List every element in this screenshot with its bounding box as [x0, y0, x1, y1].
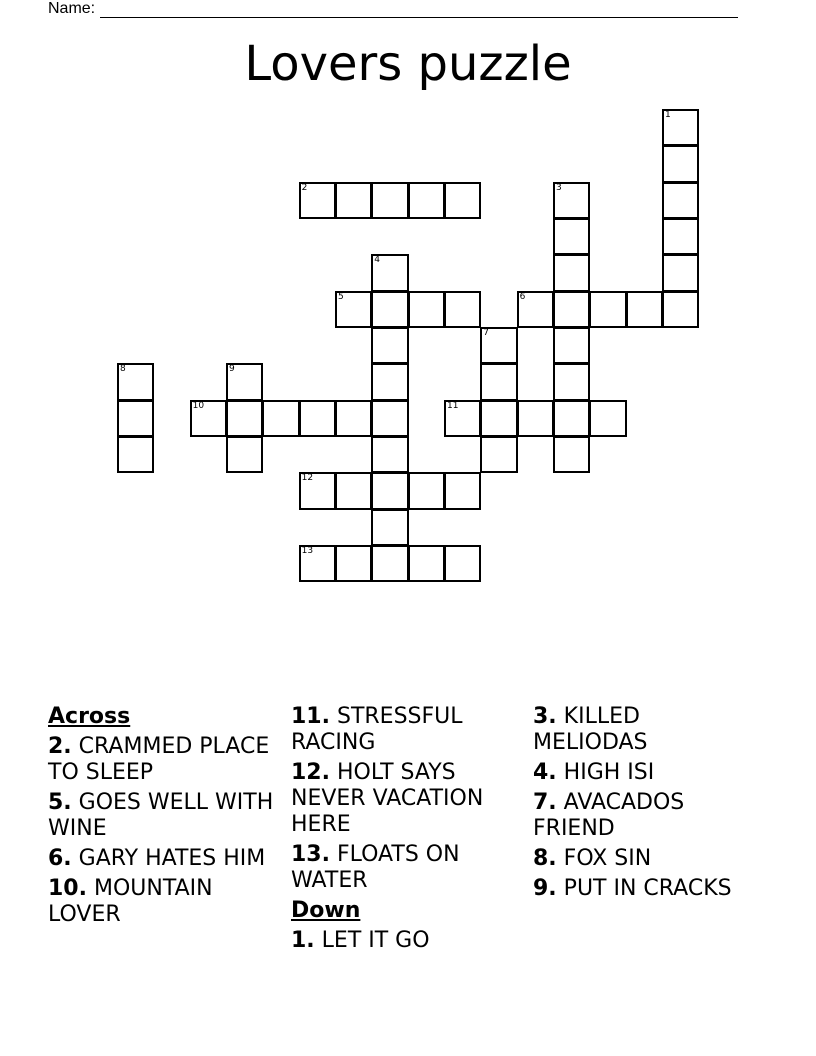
clue-number: 11	[446, 400, 459, 411]
grid-cell[interactable]	[371, 327, 408, 364]
grid-cell[interactable]	[517, 291, 554, 328]
grid-cell[interactable]	[589, 291, 626, 328]
clue-across-2: 2. CRAMMED PLACE TO SLEEP	[48, 734, 270, 785]
grid-cell[interactable]	[335, 291, 372, 328]
clue-number: 8	[120, 364, 126, 375]
grid-cell[interactable]	[371, 400, 408, 437]
grid-cell[interactable]	[553, 327, 590, 364]
grid-cell[interactable]	[371, 291, 408, 328]
puzzle-title: Lovers puzzle	[244, 36, 572, 92]
grid-cell[interactable]	[335, 472, 372, 509]
clue-number: 4	[374, 255, 381, 266]
clue-number: 13	[301, 545, 314, 556]
grid-cell[interactable]	[408, 291, 445, 328]
grid-cell[interactable]	[662, 254, 699, 291]
grid-cell[interactable]	[371, 363, 408, 400]
grid-cell[interactable]	[299, 400, 336, 437]
clue-across-11: 11. STRESSFUL RACING	[291, 704, 463, 755]
grid-cell[interactable]	[480, 400, 517, 437]
clue-down-3: 3. KILLED MELIODAS	[533, 704, 648, 755]
grid-cell[interactable]	[444, 545, 481, 582]
grid-cell[interactable]	[517, 400, 554, 437]
clue-number: 1	[664, 110, 671, 120]
grid-cell[interactable]	[662, 182, 699, 219]
grid-cell[interactable]	[371, 472, 408, 509]
grid-cell[interactable]	[299, 182, 336, 219]
grid-cell[interactable]	[480, 327, 517, 364]
grid-cell[interactable]	[662, 145, 699, 182]
grid-cell[interactable]	[480, 436, 517, 473]
clue-across-6: 6. GARY HATES HIM	[48, 846, 266, 871]
clue-across-10: 10. MOUNTAIN LOVER	[48, 876, 213, 927]
grid-cell[interactable]	[299, 545, 336, 582]
clue-down-4: 4. HIGH ISI	[533, 760, 655, 785]
grid-cell[interactable]	[444, 400, 481, 437]
grid-cell[interactable]	[335, 182, 372, 219]
clue-number: 12	[301, 473, 314, 484]
across-heading: Across	[48, 704, 131, 729]
grid-cell[interactable]	[371, 436, 408, 473]
grid-cell[interactable]	[553, 400, 590, 437]
grid-cell[interactable]	[335, 400, 372, 437]
clue-column-3	[533, 704, 743, 906]
grid-cell[interactable]	[662, 291, 699, 328]
clue-number: 3	[555, 182, 562, 193]
grid-cell[interactable]	[408, 182, 445, 219]
grid-cell[interactable]	[190, 400, 227, 437]
grid-cell[interactable]	[226, 363, 263, 400]
grid-cell[interactable]	[371, 254, 408, 291]
clue-number: 10	[192, 400, 205, 411]
grid-cell[interactable]	[553, 218, 590, 255]
grid-cell[interactable]	[553, 436, 590, 473]
grid-cell[interactable]	[662, 109, 699, 146]
clue-down-8: 8. FOX SIN	[533, 846, 652, 871]
grid-cell[interactable]	[553, 254, 590, 291]
clue-number: 6	[519, 291, 526, 302]
name-label: Name:	[48, 0, 96, 17]
clue-down-7: 7. AVACADOS FRIEND	[533, 790, 685, 841]
grid-cell[interactable]	[444, 291, 481, 328]
grid-cell[interactable]	[626, 291, 663, 328]
grid-cell[interactable]	[117, 436, 154, 473]
grid-cell[interactable]	[408, 472, 445, 509]
clue-down-9: 9. PUT IN CRACKS	[533, 876, 732, 901]
grid-cell[interactable]	[480, 363, 517, 400]
grid-cell[interactable]	[371, 182, 408, 219]
clue-across-5: 5. GOES WELL WITH WINE	[48, 790, 274, 841]
grid-cell[interactable]	[444, 472, 481, 509]
clue-column-1	[48, 704, 280, 932]
grid-cell[interactable]	[299, 472, 336, 509]
down-heading: Down	[291, 898, 361, 923]
grid-cell[interactable]	[117, 400, 154, 437]
grid-cell[interactable]	[444, 182, 481, 219]
grid-cell[interactable]	[553, 182, 590, 219]
clue-number: 7	[483, 327, 490, 338]
grid-cell[interactable]	[553, 363, 590, 400]
grid-cell[interactable]	[335, 545, 372, 582]
clue-number: 2	[301, 182, 308, 193]
clue-down-1: 1. LET IT GO	[291, 928, 430, 953]
clue-number: 9	[228, 364, 235, 375]
grid-cell[interactable]	[662, 218, 699, 255]
clue-across-12: 12. HOLT SAYS NEVER VACATION HERE	[291, 760, 484, 837]
clue-number: 5	[337, 291, 344, 302]
grid-cell[interactable]	[408, 545, 445, 582]
clue-across-13: 13. FLOATS ON WATER	[291, 842, 460, 893]
grid-cell[interactable]	[553, 291, 590, 328]
grid-cell[interactable]	[117, 363, 154, 400]
grid-cell[interactable]	[589, 400, 626, 437]
grid-cell[interactable]	[371, 509, 408, 546]
grid-cell[interactable]	[371, 545, 408, 582]
clue-column-2	[291, 704, 523, 958]
grid-cell[interactable]	[262, 400, 299, 437]
grid-cell[interactable]	[226, 436, 263, 473]
grid-cell[interactable]	[226, 400, 263, 437]
